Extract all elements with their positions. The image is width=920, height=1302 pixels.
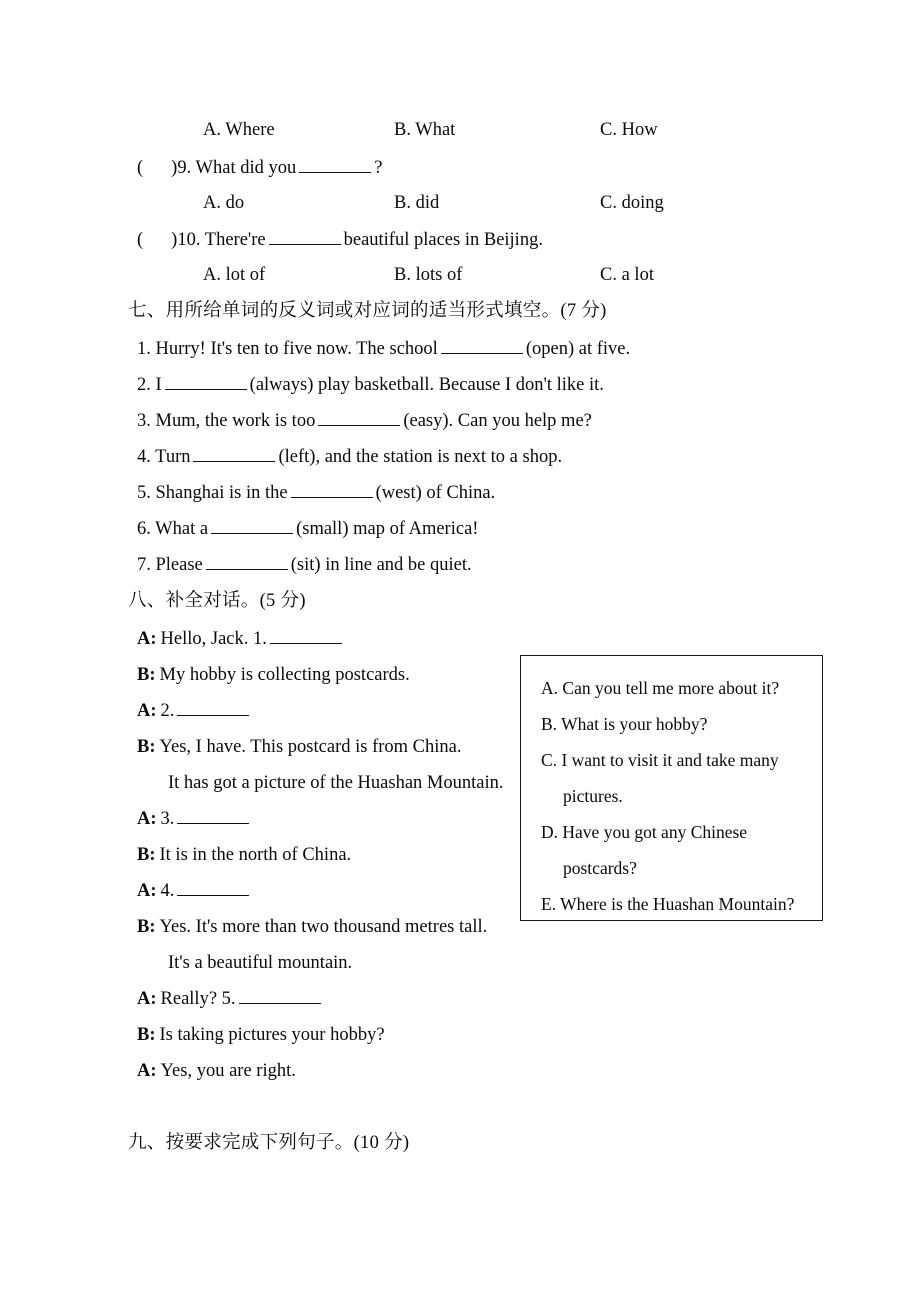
option-text: Have you got any Chinese <box>562 822 748 842</box>
item-number: 2. <box>137 375 151 395</box>
dialogue-text: Yes, I have. This postcard is from China. <box>159 737 462 757</box>
answer-blank[interactable] <box>299 158 371 173</box>
dialogue-line-5 <box>137 808 252 830</box>
option-c: C. How <box>600 120 658 140</box>
option-label: E. <box>541 894 557 914</box>
option-text-continuation: postcards? <box>563 858 637 878</box>
question-stem-before: There're <box>204 230 266 250</box>
item-text-after: (west) of China. <box>375 483 496 503</box>
question-9 <box>137 157 382 179</box>
option-row-q10 <box>137 264 877 286</box>
speaker-label: A: <box>137 701 157 721</box>
dialogue-text: My hobby is collecting postcards. <box>159 665 410 685</box>
dialogue-line-3 <box>137 700 252 722</box>
speaker-label: A: <box>137 989 157 1009</box>
speaker-label: A: <box>137 809 157 829</box>
option-c: C. a lot <box>600 265 654 285</box>
dialogue-line-4-continuation: It has got a picture of the Huashan Mountain. <box>168 773 504 793</box>
item-text-after: (sit) in line and be quiet. <box>290 555 472 575</box>
item-number: 7. <box>137 555 151 575</box>
dialogue-line-2 <box>137 664 410 686</box>
dialogue-text: It is in the north of China. <box>159 845 352 865</box>
option-text: Can you tell me more about it? <box>562 678 780 698</box>
dialogue-text: Yes. It's more than two thousand metres tall. <box>159 917 488 937</box>
dialogue-line-8-continuation: It's a beautiful mountain. <box>168 953 353 973</box>
item-text-before: Please <box>155 555 203 575</box>
dialogue-line-8 <box>137 916 487 938</box>
answer-blank[interactable] <box>193 447 275 462</box>
dialogue-options-box <box>520 655 823 921</box>
item-text-before: I <box>155 375 162 395</box>
item-text-after: (easy). Can you help me? <box>403 411 592 431</box>
section-heading-nine: 九、按要求完成下列句子。(10 分) <box>128 1133 410 1153</box>
question-stem-after: beautiful places in Beijing. <box>343 230 543 250</box>
answer-blank[interactable] <box>165 375 247 390</box>
speaker-label: A: <box>137 1061 157 1081</box>
speaker-label: B: <box>137 917 156 937</box>
option-label: A. <box>541 678 559 698</box>
speaker-label: B: <box>137 845 156 865</box>
option-c: C. doing <box>600 193 664 213</box>
option-text-continuation: pictures. <box>563 786 623 806</box>
option-label: D. <box>541 822 559 842</box>
fill-item-5 <box>137 482 495 504</box>
fill-item-1 <box>137 338 630 360</box>
dialogue-text: 4. <box>160 881 175 901</box>
item-text-before: Turn <box>155 447 191 467</box>
item-text-before: Shanghai is in the <box>155 483 288 503</box>
option-label: B. <box>541 714 558 734</box>
option-a: A. lot of <box>203 265 266 285</box>
dialogue-text: Really? 5. <box>160 989 236 1009</box>
option-item-d <box>535 814 822 886</box>
answer-blank[interactable] <box>291 483 373 498</box>
dialogue-text: Is taking pictures your hobby? <box>159 1025 385 1045</box>
dialogue-line-6 <box>137 844 351 866</box>
option-item-a <box>535 670 822 706</box>
answer-blank[interactable] <box>318 411 400 426</box>
speaker-label: B: <box>137 665 156 685</box>
answer-bracket-open: ( <box>137 158 144 178</box>
item-text-before: What a <box>155 519 209 539</box>
item-text-before: Hurry! It's ten to five now. The school <box>155 339 438 359</box>
speaker-label: A: <box>137 881 157 901</box>
item-number: 1. <box>137 339 151 359</box>
option-text: I want to visit it and take many <box>561 750 779 770</box>
section-heading-seven: 七、用所给单词的反义词或对应词的适当形式填空。(7 分) <box>128 301 607 321</box>
option-item-c <box>535 742 822 814</box>
item-text-after: (open) at five. <box>525 339 631 359</box>
answer-blank[interactable] <box>177 809 249 824</box>
speaker-label: B: <box>137 737 156 757</box>
option-row-q9 <box>137 192 877 214</box>
item-number: 4. <box>137 447 151 467</box>
dialogue-line-9 <box>137 988 324 1010</box>
section-heading-eight: 八、补全对话。(5 分) <box>128 591 306 611</box>
speaker-label: A: <box>137 629 157 649</box>
dialogue-line-10 <box>137 1024 385 1046</box>
question-10 <box>137 229 543 251</box>
dialogue-line-4 <box>137 736 461 758</box>
fill-item-3 <box>137 410 592 432</box>
dialogue-text: Hello, Jack. 1. <box>160 629 267 649</box>
item-text-before: Mum, the work is too <box>155 411 316 431</box>
question-stem-after: ? <box>374 158 383 178</box>
option-b: B. What <box>394 120 456 140</box>
option-b: B. lots of <box>394 265 463 285</box>
answer-blank[interactable] <box>177 881 249 896</box>
item-number: 6. <box>137 519 151 539</box>
speaker-label: B: <box>137 1025 156 1045</box>
answer-bracket-open: ( <box>137 230 144 250</box>
option-label: C. <box>541 750 558 770</box>
dialogue-line-7 <box>137 880 252 902</box>
item-text-after: (small) map of America! <box>296 519 479 539</box>
fill-item-2 <box>137 374 604 396</box>
dialogue-line-11 <box>137 1060 296 1082</box>
option-b: B. did <box>394 193 440 213</box>
answer-blank[interactable] <box>206 555 288 570</box>
dialogue-text: 3. <box>160 809 175 829</box>
option-text: What is your hobby? <box>561 714 708 734</box>
question-stem-before: What did you <box>195 158 297 178</box>
item-number: 5. <box>137 483 151 503</box>
answer-blank[interactable] <box>269 230 341 245</box>
item-text-after: (always) play basketball. Because I don't like it. <box>249 375 604 395</box>
fill-item-6 <box>137 518 478 540</box>
option-item-e <box>535 886 822 922</box>
option-row-carryover <box>137 119 877 141</box>
answer-blank[interactable] <box>239 989 321 1004</box>
question-number: 10. <box>177 230 201 250</box>
answer-bracket-close: ) <box>171 230 178 250</box>
dialogue-text: 2. <box>160 701 175 721</box>
fill-item-7 <box>137 554 472 576</box>
dialogue-line-1 <box>137 628 345 650</box>
option-text: Where is the Huashan Mountain? <box>560 894 795 914</box>
option-a: A. Where <box>203 120 275 140</box>
item-number: 3. <box>137 411 151 431</box>
answer-blank[interactable] <box>270 629 342 644</box>
fill-item-4 <box>137 446 562 468</box>
option-a: A. do <box>203 193 245 213</box>
option-item-b <box>535 706 822 742</box>
dialogue-text: Yes, you are right. <box>160 1061 296 1081</box>
answer-blank[interactable] <box>177 701 249 716</box>
question-number: 9. <box>177 158 192 178</box>
answer-bracket-close: ) <box>171 158 178 178</box>
item-text-after: (left), and the station is next to a shop. <box>278 447 563 467</box>
answer-blank[interactable] <box>211 519 293 534</box>
answer-blank[interactable] <box>441 339 523 354</box>
